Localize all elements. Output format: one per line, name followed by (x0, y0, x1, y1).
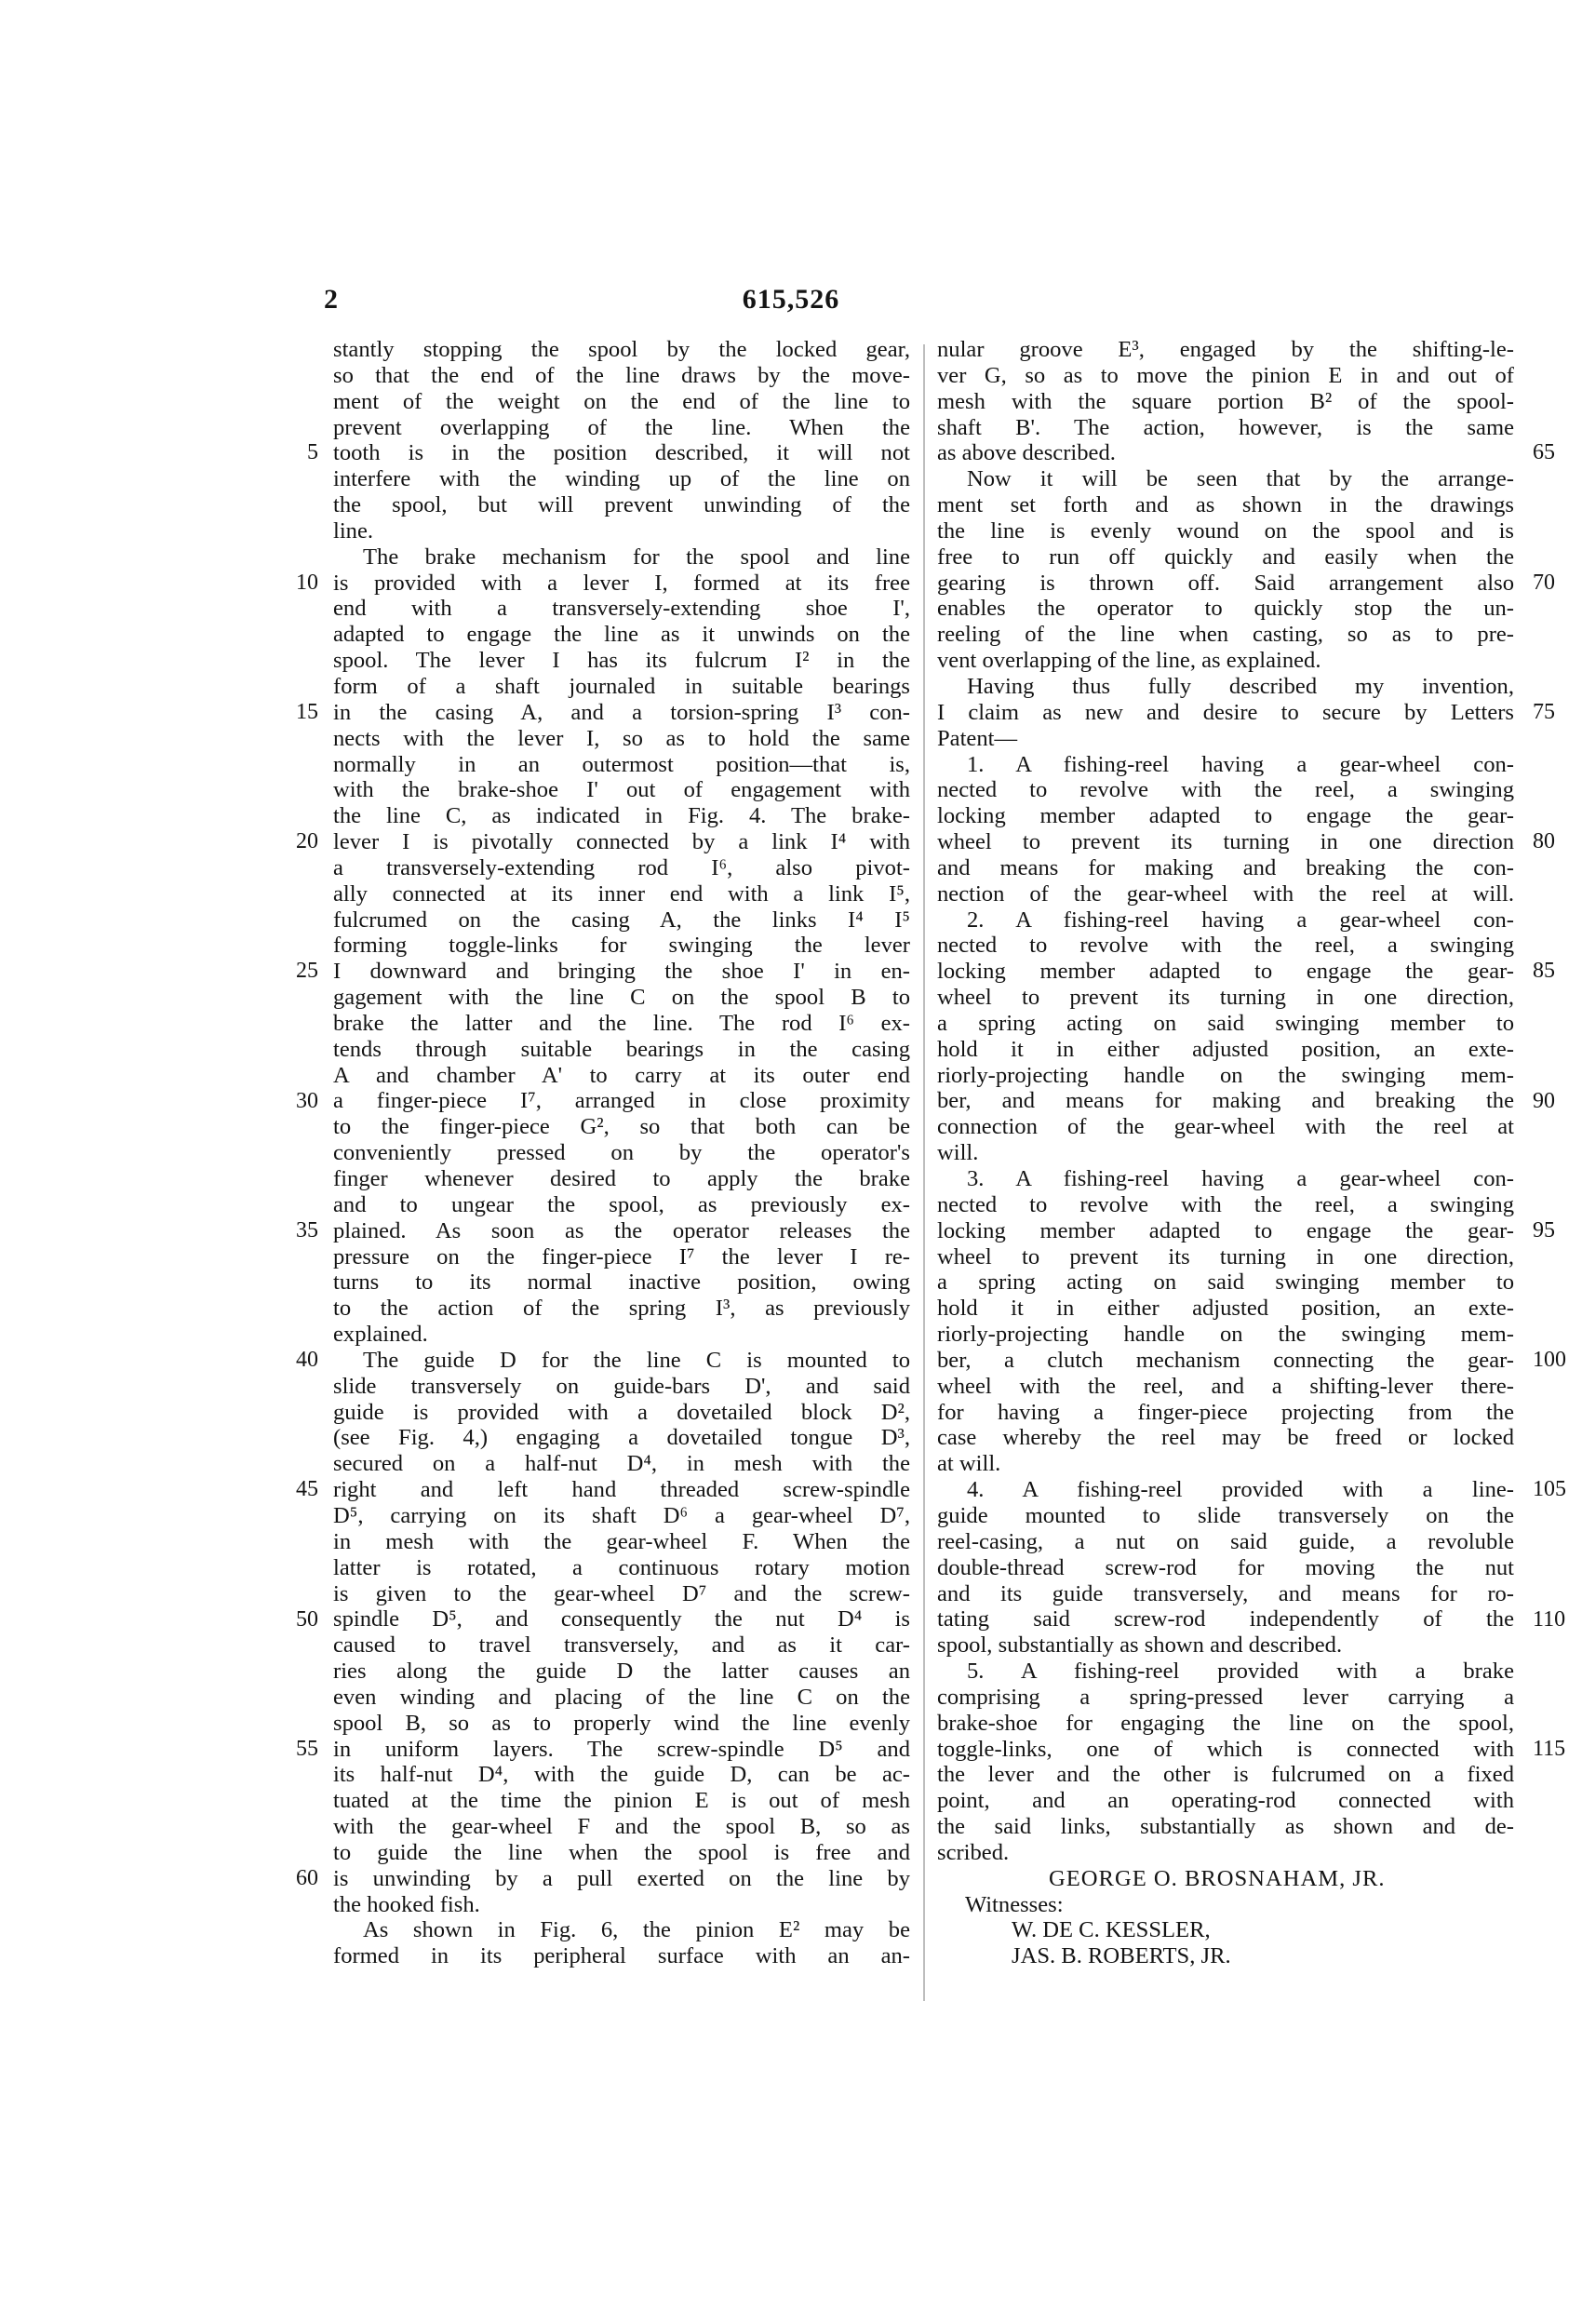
text-line: explained. (333, 1322, 428, 1348)
text-line: spool, substantially as shown and described. (937, 1632, 1343, 1659)
text-line: forming toggle-links for swinging the lever (333, 933, 910, 959)
line-number: 65 (1533, 440, 1555, 465)
line-number: 10 (296, 570, 318, 595)
text-line: the hooked fish. (333, 1891, 480, 1917)
right-column (937, 337, 1514, 1969)
line-number: 55 (296, 1736, 318, 1761)
column-divider (923, 344, 925, 2001)
text-line: the line C, as indicated in Fig. 4. The brake- (333, 803, 910, 829)
text-line: ver G, so as to move the pinion E in and out of (937, 362, 1514, 388)
text-line: with the brake-shoe I' out of engagement with (333, 777, 910, 803)
text-line: locking member adapted to engage the gear- (937, 959, 1514, 985)
text-line: line. (333, 517, 374, 544)
text-line: guide mounted to slide transversely on the (937, 1502, 1514, 1528)
text-line: 4. A fishing-reel provided with a line- (967, 1477, 1514, 1503)
text-line: at will. (937, 1451, 1001, 1477)
text-line: 1. A fishing-reel having a gear-wheel con- (967, 751, 1514, 777)
text-line: nected to revolve with the reel, a swinging (937, 933, 1514, 959)
text-line: reeling of the line when casting, so as to pre- (937, 622, 1514, 648)
text-line: even winding and placing of the line C on the (333, 1684, 910, 1710)
text-line: Having thus fully described my invention, (967, 673, 1514, 699)
text-line: locking member adapted to engage the gear- (937, 803, 1514, 829)
line-number: 25 (296, 959, 318, 984)
text-line: gagement with the line C on the spool B to (333, 985, 910, 1011)
left-column (333, 337, 910, 1969)
line-number: 70 (1533, 570, 1555, 595)
text-line: wheel to prevent its turning in one direction (937, 829, 1514, 855)
text-line: conveniently pressed on by the operator's (333, 1140, 910, 1166)
text-line: to the finger-piece G², so that both can be (333, 1114, 910, 1140)
text-line: ber, a clutch mechanism connecting the gear- (937, 1347, 1514, 1373)
text-line: to guide the line when the spool is free and (333, 1839, 910, 1865)
text-line: in uniform layers. The screw-spindle D⁵ and (333, 1736, 910, 1762)
page-number: 2 (324, 284, 338, 315)
text-line: a finger-piece I⁷, arranged in close proximity (333, 1088, 910, 1114)
text-line: adapted to engage the line as it unwinds on the (333, 622, 910, 648)
text-line: wheel with the reel, and a shifting-lever there- (937, 1373, 1514, 1399)
text-line: case whereby the reel may be freed or locked (937, 1425, 1514, 1451)
text-line: Patent— (937, 725, 1018, 751)
text-line: 3. A fishing-reel having a gear-wheel con- (967, 1166, 1514, 1191)
text-line: end with a transversely-extending shoe I', (333, 596, 910, 622)
text-line: free to run off quickly and easily when the (937, 544, 1514, 570)
text-line: nects with the lever I, so as to hold the same (333, 725, 910, 751)
text-line: comprising a spring-pressed lever carrying a (937, 1684, 1514, 1710)
text-line: nected to revolve with the reel, a swinging (937, 777, 1514, 803)
text-line: As shown in Fig. 6, the pinion E² may be (363, 1917, 910, 1943)
text-line: riorly-projecting handle on the swinging mem- (937, 1062, 1514, 1088)
text-line: its half-nut D⁴, with the guide D, can be ac- (333, 1762, 910, 1788)
text-line: prevent overlapping of the line. When the (333, 414, 910, 440)
text-line: secured on a half-nut D⁴, in mesh with the (333, 1451, 910, 1477)
text-line: I claim as new and desire to secure by Letters (937, 699, 1514, 725)
text-line: in mesh with the gear-wheel F. When the (333, 1528, 910, 1554)
text-line: The brake mechanism for the spool and line (363, 544, 910, 570)
text-line: normally in an outermost position—that is, (333, 751, 910, 777)
text-line: A and chamber A' to carry at its outer end (333, 1062, 910, 1088)
text-line: and means for making and breaking the con- (937, 854, 1514, 880)
text-line: mesh with the square portion B² of the spool- (937, 388, 1514, 414)
text-line: interfere with the winding up of the line on (333, 466, 910, 492)
line-number: 80 (1533, 829, 1555, 854)
witnesses-label: Witnesses: (965, 1891, 1064, 1917)
text-line: ber, and means for making and breaking the (937, 1088, 1514, 1114)
text-line: shaft B'. The action, however, is the same (937, 414, 1514, 440)
text-line: point, and an operating-rod connected with (937, 1788, 1514, 1814)
text-line: spindle D⁵, and consequently the nut D⁴ is (333, 1606, 910, 1632)
text-line: The guide D for the line C is mounted to (363, 1347, 910, 1373)
signature: GEORGE O. BROSNAHAM, JR. (1049, 1865, 1386, 1891)
line-number: 95 (1533, 1217, 1555, 1243)
witness-name: JAS. B. ROBERTS, JR. (1012, 1943, 1231, 1969)
text-line: pressure on the finger-piece I⁷ the lever I re- (333, 1243, 910, 1269)
text-line: finger whenever desired to apply the brake (333, 1166, 910, 1191)
line-number: 75 (1533, 699, 1555, 724)
text-line: latter is rotated, a continuous rotary motion (333, 1554, 910, 1580)
text-line: reel-casing, a nut on said guide, a revoluble (937, 1528, 1514, 1554)
text-line: 2. A fishing-reel having a gear-wheel con- (967, 907, 1514, 933)
text-line: wheel to prevent its turning in one direction, (937, 1243, 1514, 1269)
text-line: locking member adapted to engage the gear- (937, 1217, 1514, 1243)
text-line: spool B, so as to properly wind the line evenly (333, 1710, 910, 1736)
text-line: plained. As soon as the operator releases the (333, 1217, 910, 1243)
text-line: lever I is pivotally connected by a link I⁴ with (333, 829, 910, 855)
text-line: hold it in either adjusted position, an exte- (937, 1036, 1514, 1062)
text-line: is provided with a lever I, formed at its free (333, 570, 910, 596)
line-number: 15 (296, 699, 318, 724)
text-line: tuated at the time the pinion E is out of mesh (333, 1788, 910, 1814)
text-line: is given to the gear-wheel D⁷ and the screw- (333, 1580, 910, 1606)
text-line: as above described. (937, 440, 1116, 466)
text-line: so that the end of the line draws by the move- (333, 362, 910, 388)
text-line: riorly-projecting handle on the swinging mem- (937, 1322, 1514, 1348)
text-line: nular groove E³, engaged by the shifting-le- (937, 337, 1514, 362)
text-line: in the casing A, and a torsion-spring I³ con- (333, 699, 910, 725)
text-line: a transversely-extending rod I⁶, also pivot- (333, 854, 910, 880)
text-line: ment of the weight on the end of the line to (333, 388, 910, 414)
line-number: 60 (296, 1866, 318, 1891)
text-line: brake the latter and the line. The rod I⁶ ex- (333, 1010, 910, 1036)
text-line: scribed. (937, 1839, 1010, 1865)
text-line: enables the operator to quickly stop the un- (937, 596, 1514, 622)
patent-number: 615,526 (742, 284, 840, 315)
text-line: tends through suitable bearings in the casing (333, 1036, 910, 1062)
text-line: to the action of the spring I³, as previously (333, 1296, 910, 1322)
line-number: 45 (296, 1477, 318, 1502)
text-line: for having a finger-piece projecting from the (937, 1399, 1514, 1425)
line-number: 110 (1533, 1606, 1566, 1632)
text-line: is unwinding by a pull exerted on the line by (333, 1865, 910, 1891)
text-line: will. (937, 1140, 979, 1166)
text-line: caused to travel transversely, and as it car- (333, 1632, 910, 1659)
text-line: slide transversely on guide-bars D', and said (333, 1373, 910, 1399)
text-line: form of a shaft journaled in suitable bearings (333, 673, 910, 699)
text-line: Now it will be seen that by the arrange- (967, 466, 1514, 492)
text-line: and its guide transversely, and means for ro- (937, 1580, 1514, 1606)
text-line: formed in its peripheral surface with an an- (333, 1943, 910, 1969)
text-line: ries along the guide D the latter causes an (333, 1659, 910, 1685)
text-line: vent overlapping of the line, as explained. (937, 648, 1321, 674)
text-line: spool. The lever I has its fulcrum I² in the (333, 648, 910, 674)
witness-name: W. DE C. KESSLER, (1012, 1917, 1211, 1943)
line-number: 50 (296, 1606, 318, 1632)
line-number: 115 (1533, 1736, 1566, 1761)
line-number: 100 (1533, 1348, 1566, 1373)
text-line: a spring acting on said swinging member to (937, 1010, 1514, 1036)
text-line: the lever and the other is fulcrumed on a fixed (937, 1762, 1514, 1788)
text-line: the said links, substantially as shown and de- (937, 1814, 1514, 1840)
text-line: wheel to prevent its turning in one direction, (937, 985, 1514, 1011)
text-line: tating said screw-rod independently of the (937, 1606, 1514, 1632)
text-line: gearing is thrown off. Said arrangement also (937, 570, 1514, 596)
line-number: 35 (296, 1217, 318, 1243)
text-line: stantly stopping the spool by the locked gear, (333, 337, 910, 362)
line-number: 85 (1533, 959, 1555, 984)
text-line: brake-shoe for engaging the line on the spool, (937, 1710, 1514, 1736)
text-line: turns to its normal inactive position, owing (333, 1269, 910, 1296)
text-line: double-thread screw-rod for moving the nut (937, 1554, 1514, 1580)
text-line: the spool, but will prevent unwinding of the (333, 492, 910, 518)
text-line: nected to revolve with the reel, a swinging (937, 1191, 1514, 1217)
line-number: 30 (296, 1088, 318, 1113)
text-line: (see Fig. 4,) engaging a dovetailed tongue D³, (333, 1425, 910, 1451)
text-line: toggle-links, one of which is connected with (937, 1736, 1514, 1762)
line-number: 5 (307, 440, 318, 465)
line-number: 105 (1533, 1477, 1566, 1502)
text-line: ment set forth and as shown in the drawings (937, 492, 1514, 518)
text-line: D⁵, carrying on its shaft D⁶ a gear-wheel D⁷, (333, 1502, 910, 1528)
line-number: 40 (296, 1348, 318, 1373)
text-line: the line is evenly wound on the spool and is (937, 517, 1514, 544)
text-line: fulcrumed on the casing A, the links I⁴ I⁵ (333, 907, 910, 933)
text-line: right and left hand threaded screw-spindle (333, 1477, 910, 1503)
text-line: and to ungear the spool, as previously ex- (333, 1191, 910, 1217)
text-line: I downward and bringing the shoe I' in en- (333, 959, 910, 985)
text-line: hold it in either adjusted position, an exte- (937, 1296, 1514, 1322)
text-line: a spring acting on said swinging member to (937, 1269, 1514, 1296)
text-line: with the gear-wheel F and the spool B, so as (333, 1814, 910, 1840)
line-number: 90 (1533, 1088, 1555, 1113)
text-line: guide is provided with a dovetailed block D², (333, 1399, 910, 1425)
text-line: tooth is in the position described, it will not (333, 440, 910, 466)
text-line: ally connected at its inner end with a link I⁵, (333, 880, 910, 907)
text-line: connection of the gear-wheel with the reel at (937, 1114, 1514, 1140)
text-line: nection of the gear-wheel with the reel at will. (937, 880, 1514, 907)
line-number: 20 (296, 829, 318, 854)
text-line: 5. A fishing-reel provided with a brake (967, 1659, 1514, 1685)
